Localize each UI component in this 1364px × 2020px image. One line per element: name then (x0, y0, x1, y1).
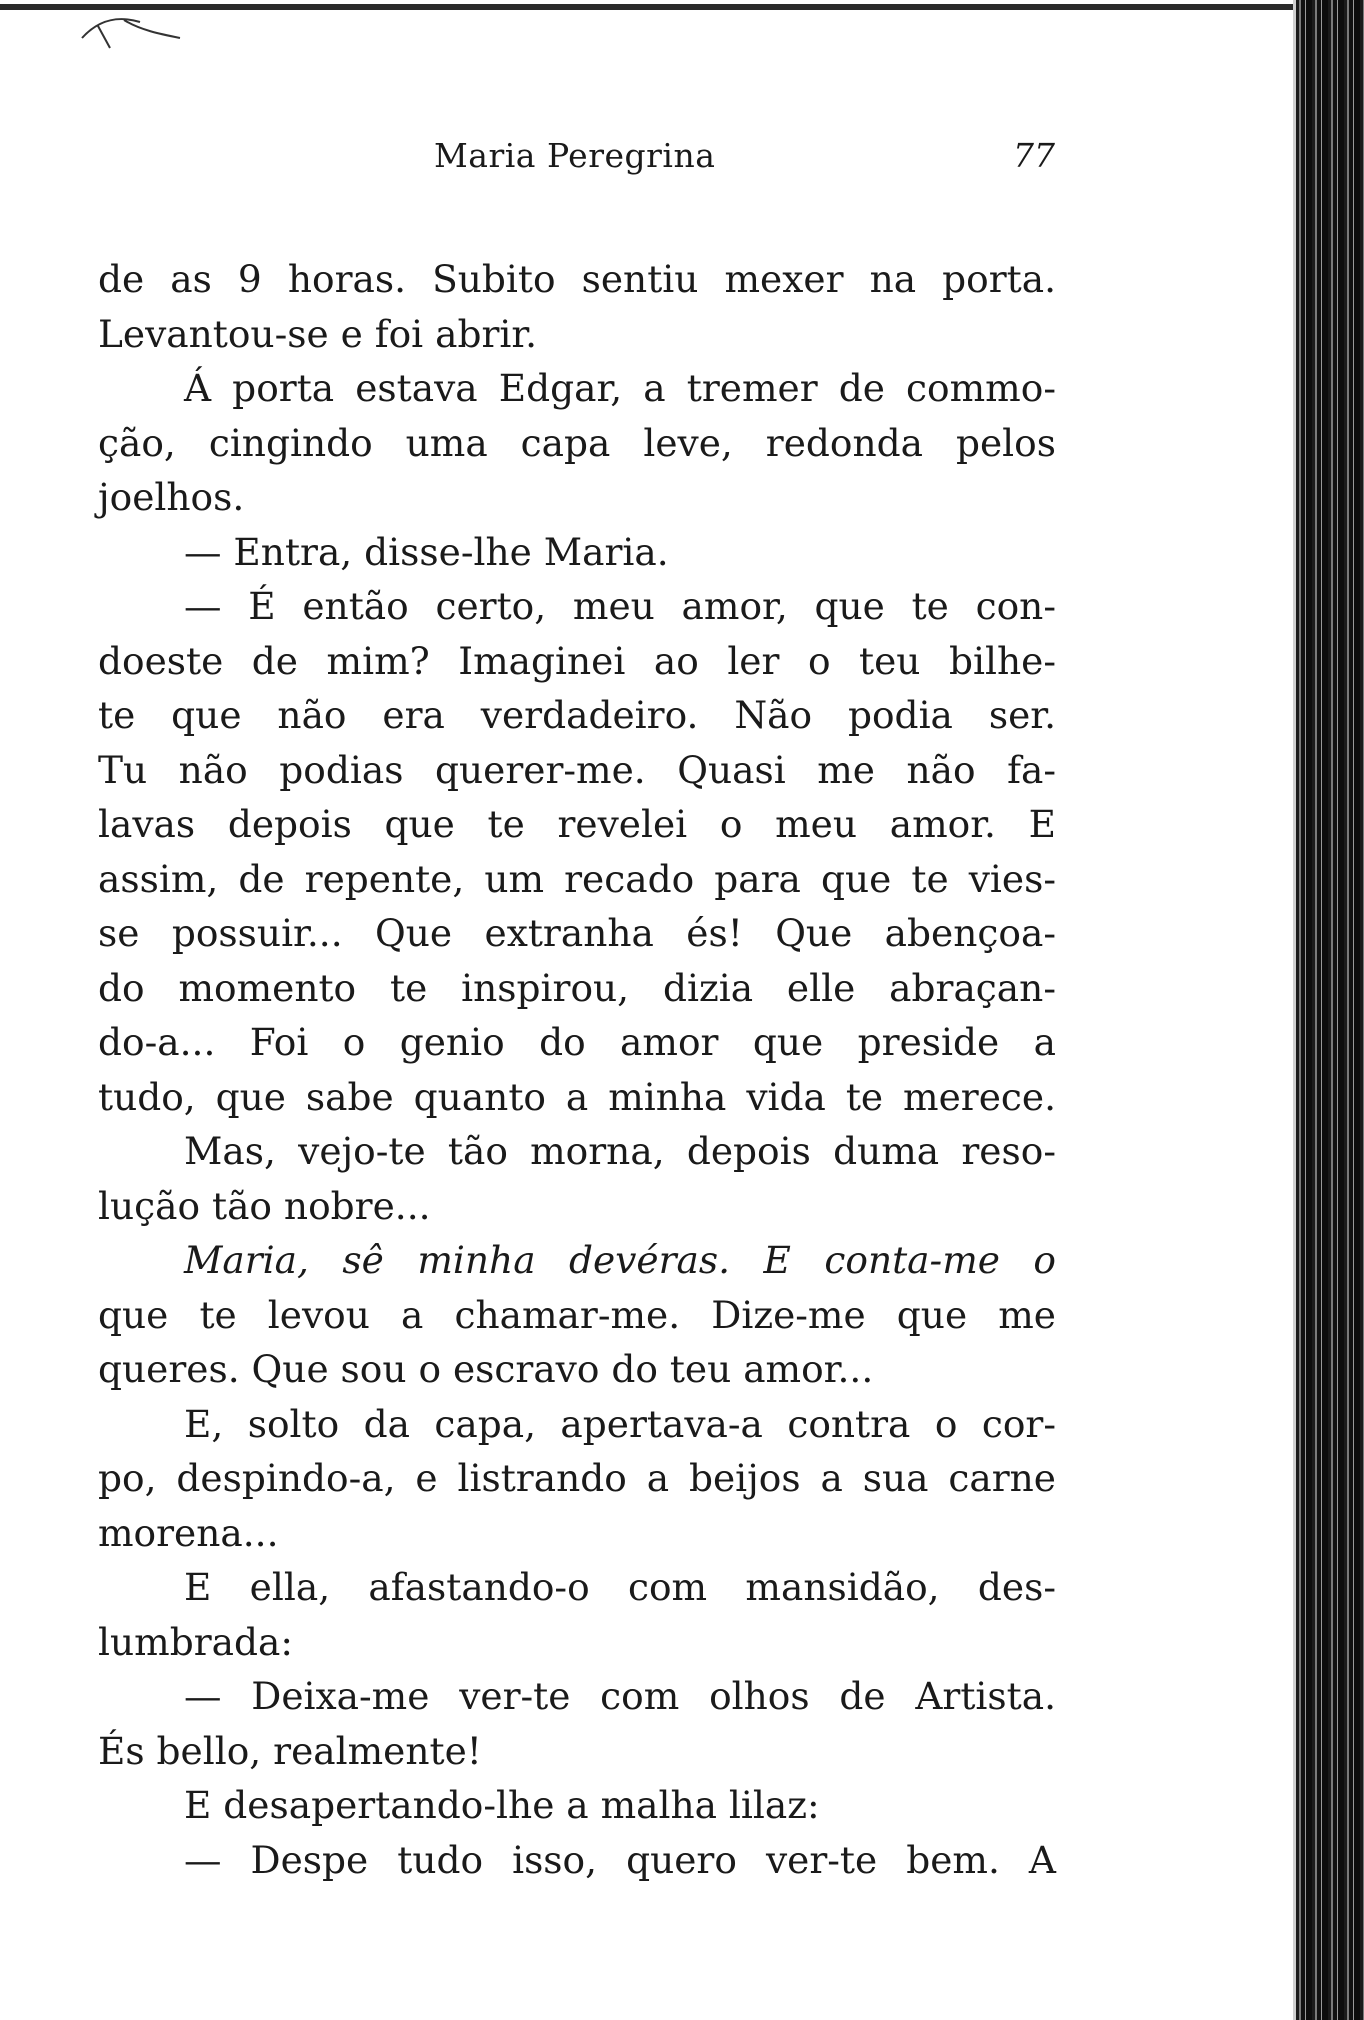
text-line: do-a... Foi o genio do amor que preside a (98, 1020, 1056, 1064)
running-head (98, 136, 1058, 182)
top-edge-rule (0, 4, 1300, 10)
text-block (98, 252, 1056, 1887)
book-spine-shadow (1296, 0, 1364, 2020)
text-line: Á porta estava Edgar, a tremer de commo- (184, 366, 1056, 410)
text-line: lavas depois que te revelei o meu amor. E (98, 802, 1056, 846)
text-line: de as 9 horas. Subito sentiu mexer na porta. (98, 257, 1056, 301)
text-line: Mas, vejo-te tão morna, depois duma reso- (184, 1129, 1056, 1173)
text-line: És bello, realmente! (98, 1728, 482, 1773)
text-line: E ella, afastando-o com mansidão, des- (184, 1565, 1056, 1609)
text-line: E, solto da capa, apertava-a contra o cor- (184, 1401, 1056, 1446)
text-line: se possuir... Que extranha és! Que abençoa- (98, 911, 1056, 955)
page-number: 77 (1013, 136, 1055, 175)
text-line: Levantou-se e foi abrir. (98, 311, 538, 356)
text-line: — É então certo, meu amor, que te con- (184, 584, 1056, 628)
text-line: lumbrada: (98, 1619, 293, 1664)
text-line: po, despindo-a, e listrando a beijos a sua carne (98, 1456, 1056, 1500)
text-line: ção, cingindo uma capa leve, redonda pelos (98, 420, 1056, 465)
text-line: que te levou a chamar-me. Dize-me que me (98, 1292, 1056, 1337)
text-line: — Entra, disse-lhe Maria. (184, 529, 669, 574)
text-line: do momento te inspirou, dizia elle abraçan- (98, 965, 1056, 1010)
text-line: morena... (98, 1510, 279, 1555)
text-line: te que não era verdadeiro. Não podia ser. (98, 693, 1056, 737)
running-title: Maria Peregrina (434, 136, 716, 175)
text-line: lução tão nobre... (98, 1183, 431, 1228)
italic-phrase: E conta-me o (763, 1238, 1057, 1282)
text-line: — Deixa-me ver-te com olhos de Artista. (184, 1674, 1056, 1718)
text-line: queres. Que sou o escravo do teu amor... (98, 1347, 874, 1391)
text-line: tudo, que sabe quanto a minha vida te merece. (98, 1074, 1056, 1119)
text-line: doeste de mim? Imaginei ao ler o teu bilhe- (98, 638, 1056, 683)
text-line (98, 1233, 1056, 1288)
text-line: joelhos. (98, 475, 245, 519)
text-line: Tu não podias querer-me. Quasi me não fa- (98, 747, 1056, 792)
text-line: assim, de repente, um recado para que te vies- (98, 856, 1056, 901)
italic-phrase: Maria, sê minha devéras. (184, 1238, 731, 1282)
text-line: — Despe tudo isso, quero ver-te bem. A (184, 1837, 1056, 1882)
corner-flourish-mark (80, 8, 190, 68)
text-line: E desapertando-lhe a malha lilaz: (184, 1783, 820, 1827)
